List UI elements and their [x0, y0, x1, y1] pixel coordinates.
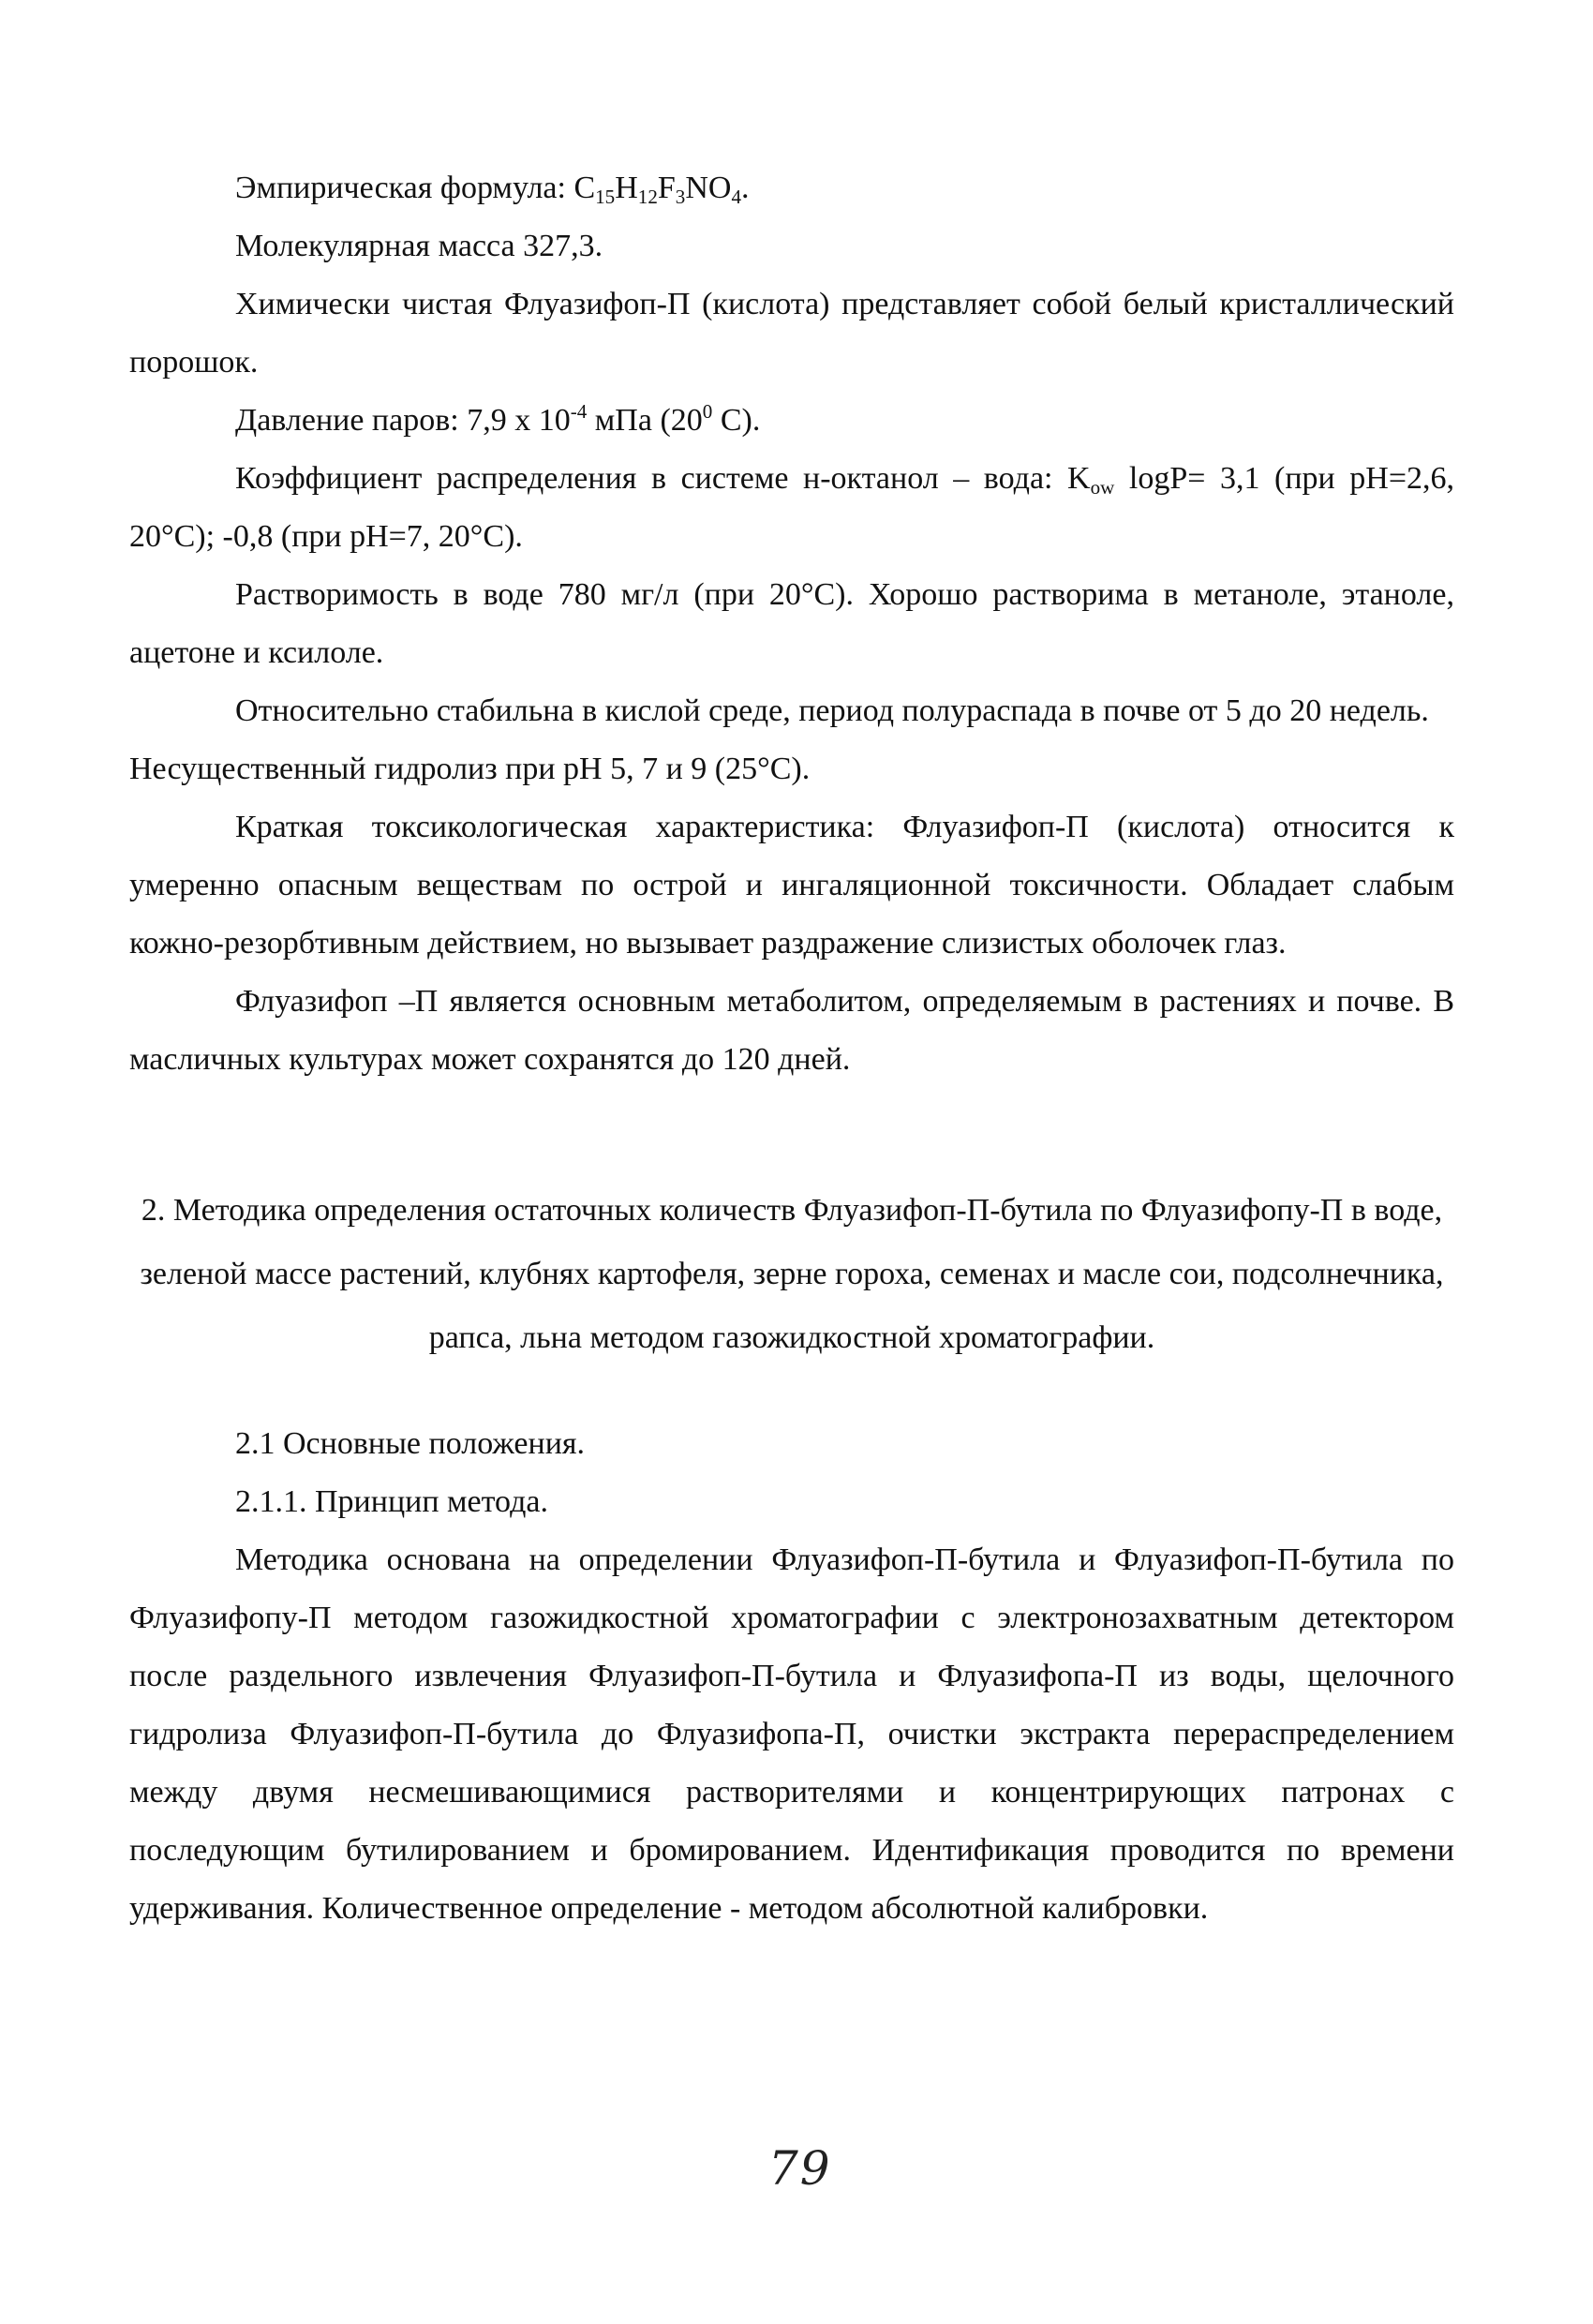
toxicity: Краткая токсикологическая характеристика: Флуазифоп-П (кислота) относится к умеренно опасным веществам по острой и ингаляционной токсичности. Обладает слабым кожно-резорбтивным действием, но вызывает раздражение слизистых оболочек глаз.: [129, 810, 1454, 961]
vapor-pressure: Давление паров: 7,9 x $10^{-4}$ мПа ($20^0$ С).: [235, 399, 761, 438]
section-2-1: [129, 1415, 1454, 1938]
substance-properties: [129, 159, 1454, 1089]
page-number: 79: [768, 2141, 832, 2196]
partition-coefficient: Коэффициент распределения в системе н-октанол – вода: $K_{ow}$ logP= 3,1 (при рН=2,6, 20°С); -0,8 (при рН=7, 20°С).: [129, 461, 1454, 554]
metabolite: Флуазифоп –П является основным метаболитом, определяемым в растениях и почве. В масличных культурах может сохранятся до 120 дней.: [129, 984, 1454, 1077]
empirical-formula: Эмпирическая формула: $C_{15}H_{12}F_3NO_4$.: [235, 171, 750, 208]
hydrolysis: Несущественный гидролиз при рН 5, 7 и 9 (25°С).: [129, 752, 811, 786]
section-2-heading: 2. Методика определения остаточных количеств Флуазифоп-П-бутила по Флуазифопу-П в воде, зеленой массе растений, клубнях картофеля, зерне гороха, семенах и масле сои, подсолнечника, рапса, льна методом газожидкостной хроматографии.: [140, 1193, 1444, 1355]
solubility: Растворимость в воде 780 мг/л (при 20°С). Хорошо растворима в метаноле, этаноле, ацетоне и ксилоле.: [129, 577, 1454, 670]
purity-description: Химически чистая Флуазифоп-П (кислота) представляет собой белый кристаллический порошок.: [129, 287, 1454, 380]
method-principle: Методика основана на определении Флуазифоп-П-бутила и Флуазифоп-П-бутила по Флуазифопу-П методом газожидкостной хроматографии с электронозахватным детектором после раздельного извлечения Флуазифоп-П-бутила и Флуазифопа-П из воды, щелочного гидролиза Флуазифоп-П-бутила до Флуазифопа-П, очистки экстракта перераспределением между двумя несмешивающимися растворителями и концентрирующих патронах с последующим бутилированием и бромированием. Идентификация проводится по времени удерживания. Количественное определение - методом абсолютной калибровки.: [129, 1542, 1454, 1926]
section-2: [129, 1179, 1454, 1370]
stability: Относительно стабильна в кислой среде, период полураспада в почве от 5 до 20 недель.: [235, 693, 1429, 728]
section-2-1-title: 2.1 Основные положения.: [235, 1426, 586, 1461]
molecular-mass: Молекулярная масса 327,3.: [235, 229, 603, 263]
section-2-1-1-title: 2.1.1. Принцип метода.: [235, 1484, 548, 1519]
